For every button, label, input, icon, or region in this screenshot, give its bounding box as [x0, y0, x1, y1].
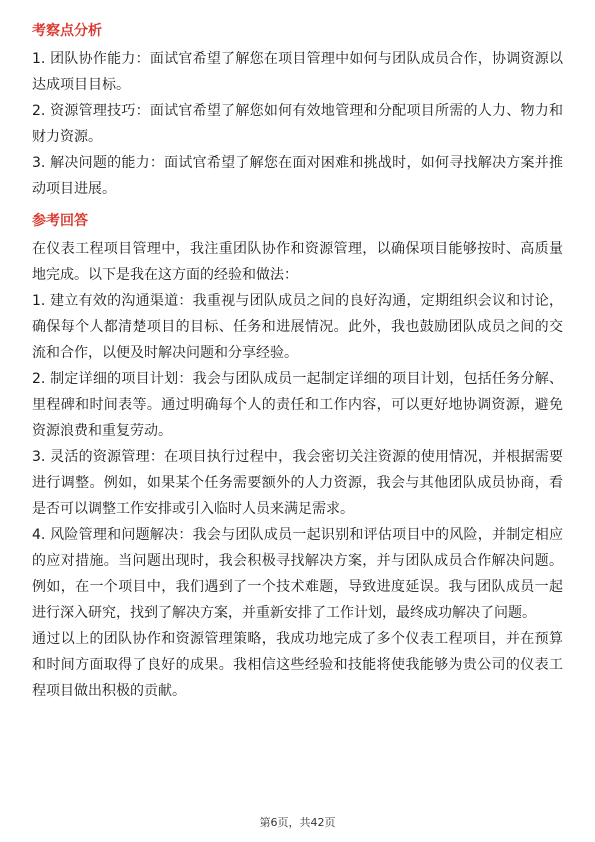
answer-intro: 在仪表工程项目管理中，我注重团队协作和资源管理，以确保项目能够按时、高质量地完成。以下是我在这方面的经验和做法：	[32, 241, 563, 283]
answer-heading: 参考回答	[32, 213, 88, 229]
answer-section	[32, 210, 563, 704]
page-number-footer: 第6页，共42页	[259, 816, 336, 829]
answer-point-1: 1. 建立有效的沟通渠道：我重视与团队成员之间的良好沟通，定期组织会议和讨论，确保每个人都清楚项目的目标、任务和进展情况。此外，我也鼓励团队成员之间的交流和合作，以便及时解决问题和分享经验。	[32, 293, 563, 361]
answer-point-3: 3. 灵活的资源管理：在项目执行过程中，我会密切关注资源的使用情况，并根据需要进行调整。例如，如果某个任务需要额外的人力资源，我会与其他团队成员协商，看是否可以调整工作安排或引入临时人员来满足需求。	[32, 449, 563, 517]
analysis-section	[32, 20, 563, 202]
answer-point-4: 4. 风险管理和问题解决：我会与团队成员一起识别和评估项目中的风险，并制定相应的应对措施。当问题出现时，我会积极寻找解决方案，并与团队成员合作解决问题。例如，在一个项目中，我们遇到了一个技术难题，导致进度延误。我与团队成员一起进行深入研究，找到了解决方案，并重新安排了工作计划，最终成功解决了问题。	[32, 527, 563, 621]
analysis-point-2: 2. 资源管理技巧：面试官希望了解您如何有效地管理和分配项目所需的人力、物力和财力资源。	[32, 103, 563, 145]
analysis-heading: 考察点分析	[32, 23, 102, 39]
answer-point-2: 2. 制定详细的项目计划：我会与团队成员一起制定详细的项目计划，包括任务分解、里程碑和时间表等。通过明确每个人的责任和工作内容，可以更好地协调资源，避免资源浪费和重复劳动。	[32, 371, 563, 439]
analysis-point-3: 3. 解决问题的能力：面试官希望了解您在面对困难和挑战时，如何寻找解决方案并推动项目进展。	[32, 155, 563, 197]
analysis-point-1: 1. 团队协作能力：面试官希望了解您在项目管理中如何与团队成员合作，协调资源以达成项目目标。	[32, 51, 563, 93]
answer-conclusion: 通过以上的团队协作和资源管理策略，我成功地完成了多个仪表工程项目，并在预算和时间方面取得了良好的成果。我相信这些经验和技能将使我能够为贵公司的仪表工程项目做出积极的贡献。	[32, 631, 563, 699]
section-spacer	[32, 202, 563, 210]
